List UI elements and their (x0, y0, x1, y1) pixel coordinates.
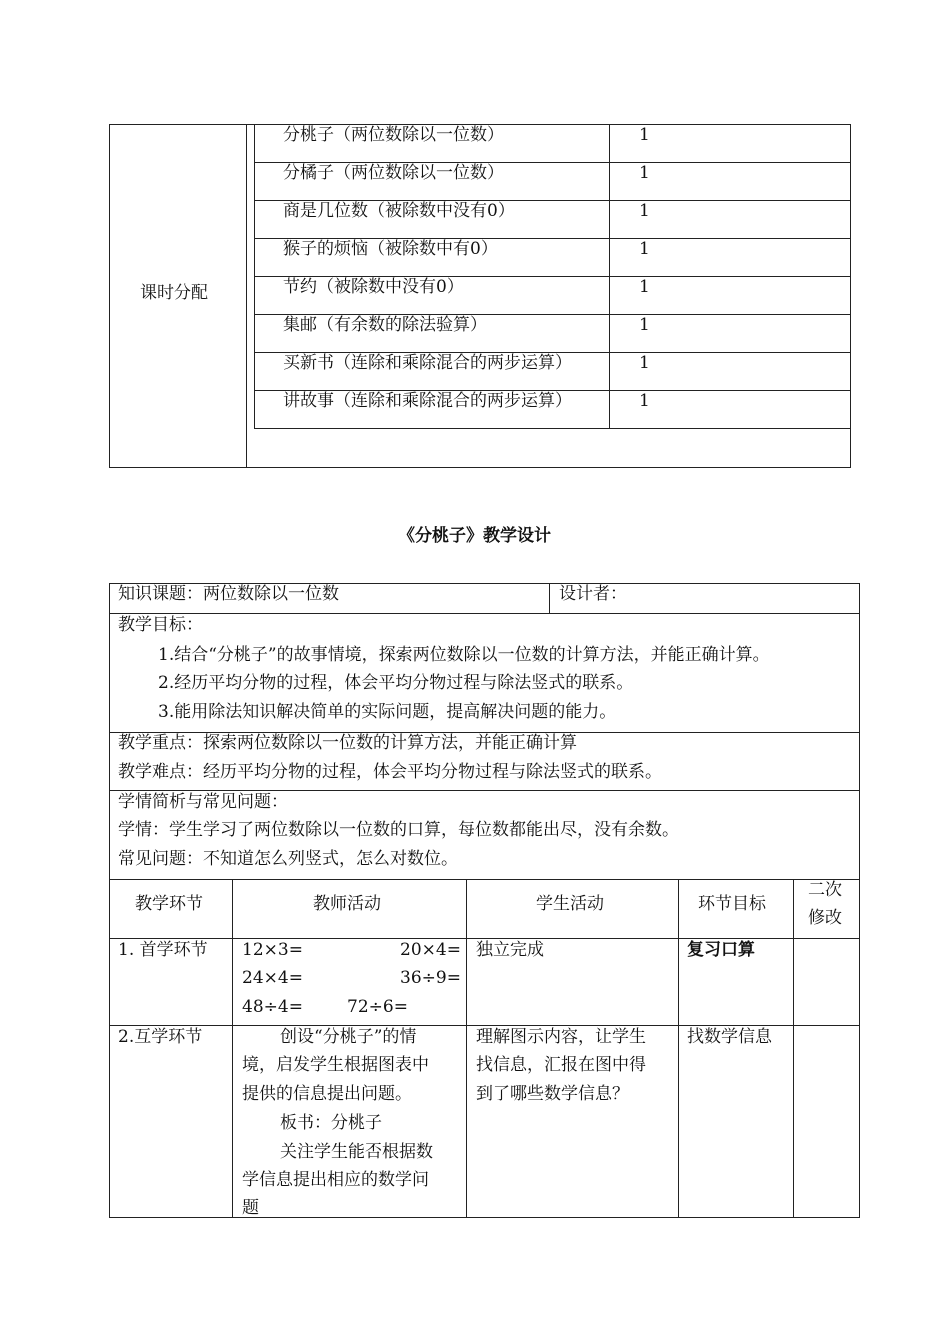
schedule-label: 课时分配 (140, 283, 208, 303)
lesson-hours: 1 (639, 125, 650, 145)
lesson-hours: 1 (639, 391, 650, 411)
page-title: 《分桃子》教学设计 (398, 526, 551, 546)
student-line: 理解图示内容，让学生 (476, 1027, 646, 1047)
lesson-hours: 1 (639, 239, 650, 259)
step-goal: 复习口算 (687, 940, 755, 960)
exercise: 24×4= (242, 968, 303, 988)
lesson-hours: 1 (639, 353, 650, 373)
step-name: 1. 首学环节 (118, 940, 208, 960)
exercise: 36÷9= (400, 968, 461, 988)
goal-item: 3.能用除法知识解决简单的实际问题，提高解决问题的能力。 (158, 702, 617, 722)
analysis-label: 学情简析与常见问题： (118, 792, 288, 812)
header-step: 教学环节 (135, 894, 203, 914)
lesson-hours: 1 (639, 163, 650, 183)
teacher-line: 创设“分桃子”的情 (280, 1027, 417, 1047)
step-name: 2.互学环节 (118, 1027, 203, 1047)
step-goal: 找数学信息 (687, 1027, 772, 1047)
exercise: 48÷4= (242, 997, 303, 1017)
teacher-line: 提供的信息提出问题。 (242, 1084, 412, 1104)
goal-item: 1.结合“分桃子”的故事情境，探索两位数除以一位数的计算方法，并能正确计算。 (158, 645, 770, 665)
header-teacher: 教师活动 (313, 894, 381, 914)
lesson-name: 猴子的烦恼（被除数中有0） (283, 239, 498, 259)
teacher-line: 关注学生能否根据数 (280, 1142, 433, 1162)
student-activity: 独立完成 (476, 940, 544, 960)
difficulty: 教学难点：经历平均分物的过程，体会平均分物过程与除法竖式的联系。 (118, 762, 662, 782)
teacher-line: 学信息提出相应的数学问 (242, 1170, 429, 1190)
lesson-name: 集邮（有余数的除法验算） (283, 315, 487, 335)
lesson-name: 节约（被除数中没有0） (283, 277, 464, 297)
teacher-line: 题 (242, 1198, 259, 1218)
lesson-name: 讲故事（连除和乘除混合的两步运算） (283, 391, 572, 411)
header-student: 学生活动 (536, 894, 604, 914)
lesson-name: 分桃子（两位数除以一位数） (283, 125, 504, 145)
teacher-line: 板书：分桃子 (280, 1113, 382, 1133)
student-line: 到了哪些数学信息？ (476, 1084, 629, 1104)
designer: 设计者： (559, 584, 627, 604)
student-line: 找信息，汇报在图中得 (476, 1055, 646, 1075)
exercise: 72÷6= (347, 997, 408, 1017)
lesson-hours: 1 (639, 315, 650, 335)
header-revise: 修改 (808, 908, 842, 928)
common-issues: 常见问题：不知道怎么列竖式，怎么对数位。 (118, 849, 458, 869)
key-point: 教学重点：探索两位数除以一位数的计算方法，并能正确计算 (118, 733, 577, 753)
goals-label: 教学目标： (118, 615, 203, 635)
lesson-hours: 1 (639, 277, 650, 297)
header-revise: 二次 (808, 880, 842, 900)
lesson-name: 分橘子（两位数除以一位数） (283, 163, 504, 183)
exercise: 12×3= (242, 940, 303, 960)
header-goal: 环节目标 (698, 894, 766, 914)
lesson-hours: 1 (639, 201, 650, 221)
analysis: 学情：学生学习了两位数除以一位数的口算，每位数都能出尽，没有余数。 (118, 820, 679, 840)
lesson-name: 商是几位数（被除数中没有0） (283, 201, 515, 221)
lesson-name: 买新书（连除和乘除混合的两步运算） (283, 353, 572, 373)
topic: 知识课题：两位数除以一位数 (118, 584, 339, 604)
exercise: 20×4= (400, 940, 461, 960)
goal-item: 2.经历平均分物的过程，体会平均分物过程与除法竖式的联系。 (158, 673, 634, 693)
teacher-line: 境，启发学生根据图表中 (242, 1055, 429, 1075)
